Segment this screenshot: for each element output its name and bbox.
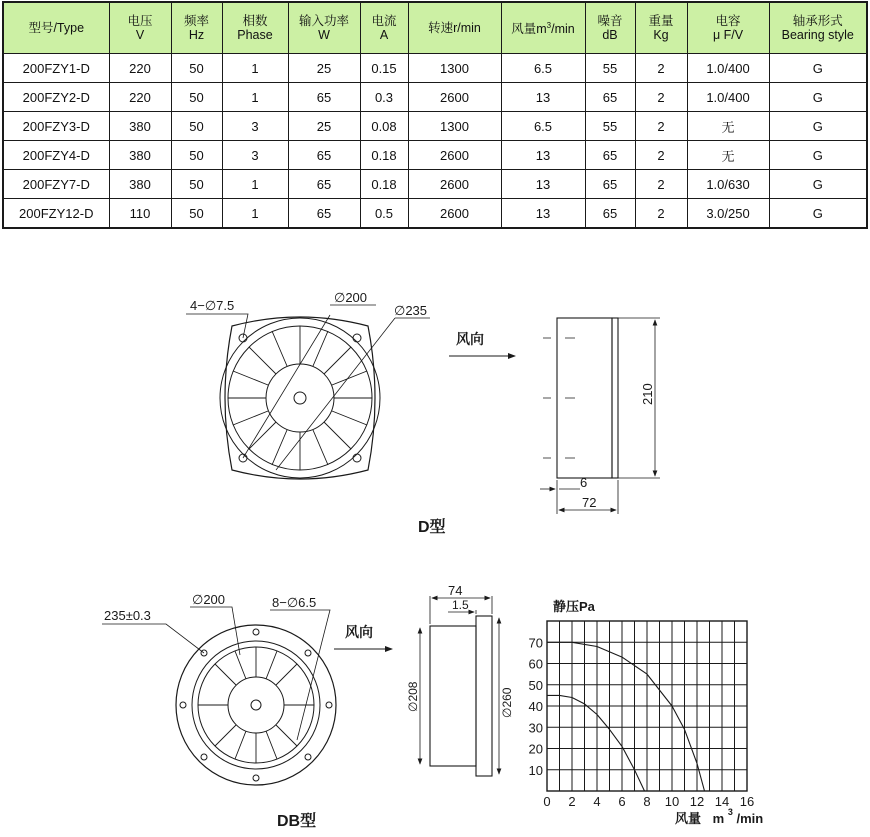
header-input-power: 输入功率 W [288, 2, 360, 54]
cell-frequency: 50 [171, 199, 222, 229]
performance-chart [529, 599, 764, 826]
cell-airflow: 13 [501, 141, 585, 170]
cell-weight: 2 [635, 83, 687, 112]
cell-frequency: 50 [171, 83, 222, 112]
cell-capacitor: 1.0/630 [687, 170, 769, 199]
d-dim72-label: 72 [582, 495, 597, 510]
chart-series-line [547, 695, 645, 791]
chart-x-tick-label: 10 [664, 794, 680, 809]
cell-airflow: 13 [501, 199, 585, 229]
header-frequency: 频率 Hz [171, 2, 222, 54]
header-bearing: 轴承形式 Bearing style [769, 2, 867, 54]
db-hole-label: 8−∅6.5 [272, 595, 317, 610]
cell-noise: 55 [585, 112, 635, 141]
chart-series-group [547, 642, 705, 791]
chart-x-tick-label: 2 [568, 794, 576, 809]
cell-voltage: 220 [109, 54, 171, 83]
header-current: 电流 A [360, 2, 408, 54]
cell-capacitor: 1.0/400 [687, 54, 769, 83]
chart-x-tick-label: 0 [543, 794, 551, 809]
cell-weight: 2 [635, 112, 687, 141]
header-capacitor: 电容 μ F/V [687, 2, 769, 54]
cell-phase: 3 [222, 112, 288, 141]
chart-x-tick-label: 12 [689, 794, 705, 809]
cell-speed: 2600 [408, 83, 501, 112]
cell-airflow: 13 [501, 170, 585, 199]
d-height-label: 210 [640, 383, 655, 405]
cell-power: 65 [288, 199, 360, 229]
chart-tick-labels [529, 635, 755, 809]
cell-current: 0.18 [360, 170, 408, 199]
cell-voltage: 220 [109, 83, 171, 112]
cell-voltage: 110 [109, 199, 171, 229]
cell-capacitor: 3.0/250 [687, 199, 769, 229]
cell-speed: 2600 [408, 141, 501, 170]
cell-capacitor: 1.0/400 [687, 83, 769, 112]
cell-voltage: 380 [109, 112, 171, 141]
d-d200-label: ∅200 [334, 290, 368, 305]
cell-capacitor: 无 [687, 112, 769, 141]
cell-power: 25 [288, 54, 360, 83]
db-type-title: DB型 [277, 813, 317, 830]
chart-xlabel-unit: m [712, 811, 725, 826]
cell-weight: 2 [635, 199, 687, 229]
db-dim15-label: 1.5 [452, 598, 469, 612]
d-spokes [228, 326, 372, 470]
db-side-view [406, 583, 514, 776]
cell-phase: 1 [222, 54, 288, 83]
chart-y-tick-label: 40 [528, 699, 543, 714]
cell-current: 0.15 [360, 54, 408, 83]
d-shaft [294, 392, 306, 404]
cell-noise: 65 [585, 199, 635, 229]
chart-y-tick-label: 30 [528, 720, 543, 736]
db-spokes [198, 647, 314, 763]
db-shaft [251, 700, 261, 710]
cell-current: 0.18 [360, 141, 408, 170]
cell-bearing: G [769, 112, 867, 141]
db-airflow-label: 风向 [345, 624, 373, 640]
cell-current: 0.3 [360, 83, 408, 112]
cell-current: 0.5 [360, 199, 408, 229]
chart-x-tick-label: 8 [643, 794, 651, 809]
cell-noise: 55 [585, 54, 635, 83]
cell-speed: 2600 [408, 199, 501, 229]
cell-noise: 65 [585, 170, 635, 199]
chart-y-tick-label: 50 [528, 677, 543, 693]
d-airflow [449, 331, 515, 356]
header-noise: 噪音 dB [585, 2, 635, 54]
cell-type: 200FZY1-D [3, 54, 109, 83]
cell-phase: 1 [222, 199, 288, 229]
d-airflow-label: 风向 [456, 331, 484, 347]
chart-ylabel: 静压Pa [553, 599, 595, 614]
db-pcd-label: 235±0.3 [104, 608, 151, 623]
d-d235-label: ∅235 [394, 303, 428, 318]
chart-y-tick-label: 20 [528, 741, 543, 757]
header-type: 型号/Type [3, 2, 109, 54]
cell-phase: 1 [222, 170, 288, 199]
chart-grid [547, 621, 747, 791]
cell-voltage: 380 [109, 141, 171, 170]
db-d208-label: ∅208 [406, 681, 420, 712]
chart-xlabel-sup: 3 [727, 807, 733, 817]
chart-y-tick-label: 70 [528, 635, 543, 651]
cell-phase: 1 [222, 83, 288, 112]
cell-phase: 3 [222, 141, 288, 170]
cell-weight: 2 [635, 170, 687, 199]
chart-series-line [547, 642, 705, 791]
d-side-view [540, 318, 660, 514]
cell-power: 65 [288, 141, 360, 170]
header-speed: 转速r/min [408, 2, 501, 54]
header-airflow: 风量$m^3/\min$ [501, 2, 585, 54]
cell-type: 200FZY3-D [3, 112, 109, 141]
chart-xlabel-prefix: 风量 [675, 811, 702, 826]
cell-speed: 2600 [408, 170, 501, 199]
cell-type: 200FZY2-D [3, 83, 109, 112]
chart-x-tick-label: 16 [739, 794, 755, 809]
db-airflow [334, 624, 392, 649]
cell-frequency: 50 [171, 141, 222, 170]
cell-bearing: G [769, 199, 867, 229]
cell-current: 0.08 [360, 112, 408, 141]
cell-bearing: G [769, 83, 867, 112]
cell-frequency: 50 [171, 112, 222, 141]
db-dim74-label: 74 [448, 583, 463, 598]
cell-type: 200FZY12-D [3, 199, 109, 229]
chart-x-tick-label: 6 [618, 794, 626, 809]
cell-power: 65 [288, 170, 360, 199]
d-front-view [186, 290, 430, 479]
cell-noise: 65 [585, 141, 635, 170]
chart-x-tick-label: 4 [593, 794, 601, 809]
cell-voltage: 380 [109, 170, 171, 199]
d-hole-label: 4−∅7.5 [190, 298, 235, 313]
cell-bearing: G [769, 54, 867, 83]
cell-type: 200FZY7-D [3, 170, 109, 199]
cell-frequency: 50 [171, 54, 222, 83]
d-hub [266, 364, 334, 432]
d-type-title: D型 [418, 519, 446, 536]
db-front-view [102, 592, 336, 785]
cell-speed: 1300 [408, 112, 501, 141]
header-phase: 相数 Phase [222, 2, 288, 54]
cell-weight: 2 [635, 141, 687, 170]
d-dim6-label: 6 [580, 475, 588, 490]
header-weight: 重量 Kg [635, 2, 687, 54]
cell-speed: 1300 [408, 54, 501, 83]
chart-x-tick-label: 14 [714, 794, 730, 809]
db-d200-label: ∅200 [192, 592, 226, 607]
cell-capacitor: 无 [687, 141, 769, 170]
cell-airflow: 13 [501, 83, 585, 112]
cell-power: 25 [288, 112, 360, 141]
chart-y-tick-label: 60 [528, 656, 543, 672]
cell-airflow: 6.5 [501, 112, 585, 141]
cell-bearing: G [769, 170, 867, 199]
cell-power: 65 [288, 83, 360, 112]
cell-weight: 2 [635, 54, 687, 83]
db-d260-label: ∅260 [500, 687, 514, 718]
chart-y-tick-label: 10 [528, 762, 543, 778]
cell-airflow: 6.5 [501, 54, 585, 83]
cell-type: 200FZY4-D [3, 141, 109, 170]
cell-bearing: G [769, 141, 867, 170]
chart-xlabel-unit2: /min [736, 811, 764, 826]
db-hub [228, 677, 284, 733]
cell-noise: 65 [585, 83, 635, 112]
header-voltage: 电压 V [109, 2, 171, 54]
cell-frequency: 50 [171, 170, 222, 199]
